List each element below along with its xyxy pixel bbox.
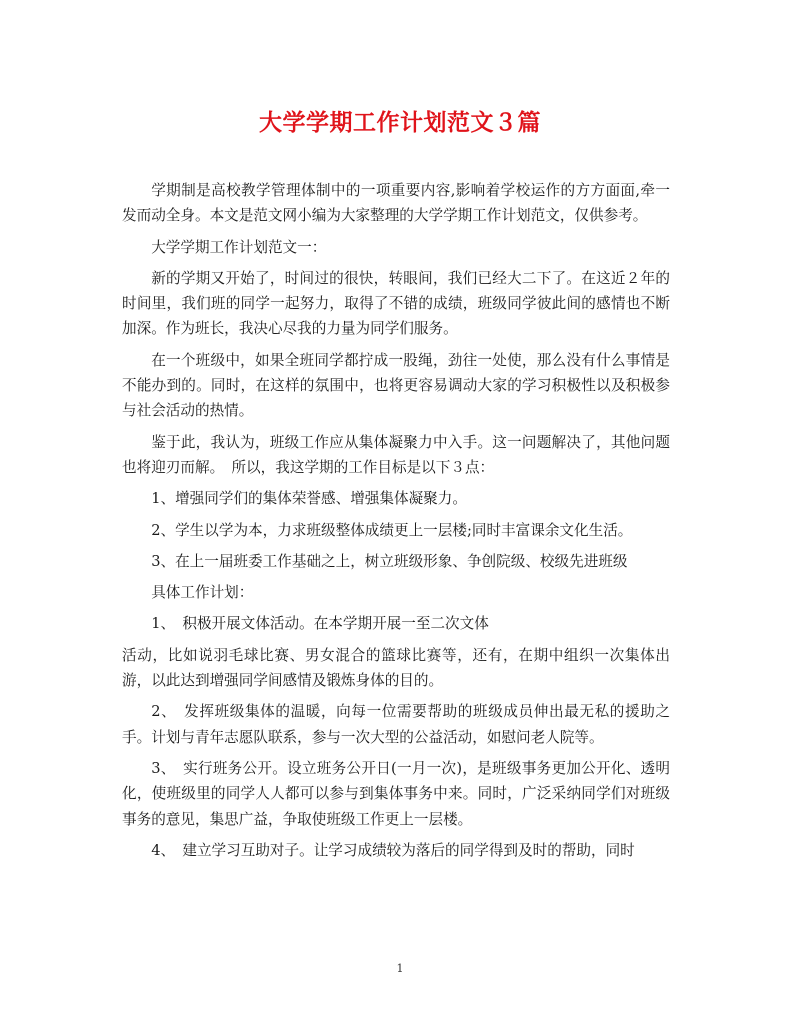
- goal-item: 1、增强同学们的集体荣誉感、增强集体凝聚力。: [151, 490, 467, 508]
- plan-item: 3、 实行班务公开。设立班务公开日(一月一次)，是班级事务更加公开化、透明化，使班级里的同学人人都可以参与到集体事务中来。同时，广泛采纳同学们对班级事务的意见，集思广益，争取使班级工作更上一层楼。: [122, 759, 670, 828]
- intro-paragraph: 学期制是高校教学管理体制中的一项重要内容,影响着学校运作的方方面面,牵一发而动全身。本文是范文网小编为大家整理的大学学期工作计划范文，仅供参考。: [122, 182, 670, 225]
- section-heading: 大学学期工作计划范文一：: [151, 238, 327, 256]
- goal-item: 2、学生以学为本，力求班级整体成绩更上一层楼;同时丰富课余文化生活。: [151, 521, 633, 539]
- body-paragraph: 鉴于此，我认为，班级工作应从集体凝聚力中入手。这一问题解决了，其他问题也将迎刃而解。 所以，我这学期的工作目标是以下３点：: [122, 433, 670, 476]
- plan-heading: 具体工作计划：: [151, 584, 254, 602]
- goal-item: 3、在上一届班委工作基础之上，树立班级形象、争创院级、校级先进班级: [151, 552, 628, 570]
- plan-item: 4、 建立学习互助对子。让学习成绩较为落后的同学得到及时的帮助，同时: [151, 841, 635, 859]
- body-paragraph: 新的学期又开始了，时间过的很快，转眼间，我们已经大二下了。在这近２年的时间里，我们班的同学一起努力，取得了不错的成绩，班级同学彼此间的感情也不断加深。作为班长，我决心尽我的力量为同学们服务。: [122, 269, 670, 338]
- plan-item: 1、 积极开展文体活动。在本学期开展一至二次文体: [151, 615, 489, 633]
- document-body: [122, 178, 670, 869]
- plan-item-continuation: 活动，比如说羽毛球比赛、男女混合的篮球比赛等，还有，在期中组织一次集体出游，以此达到增强同学间感情及锻炼身体的目的。: [122, 646, 670, 690]
- body-paragraph: 在一个班级中，如果全班同学都拧成一股绳，劲往一处使，那么没有什么事情是不能办到的。同时，在这样的氛围中，也将更容易调动大家的学习积极性以及积极参与社会活动的热情。: [122, 351, 670, 420]
- page-number: 1: [396, 962, 404, 975]
- plan-item: 2、 发挥班级集体的温暖，向每一位需要帮助的班级成员伸出最无私的援助之手。计划与青年志愿队联系，参与一次大型的公益活动，如慰问老人院等。: [122, 703, 670, 746]
- document-title: 大学学期工作计划范文３篇: [259, 109, 541, 136]
